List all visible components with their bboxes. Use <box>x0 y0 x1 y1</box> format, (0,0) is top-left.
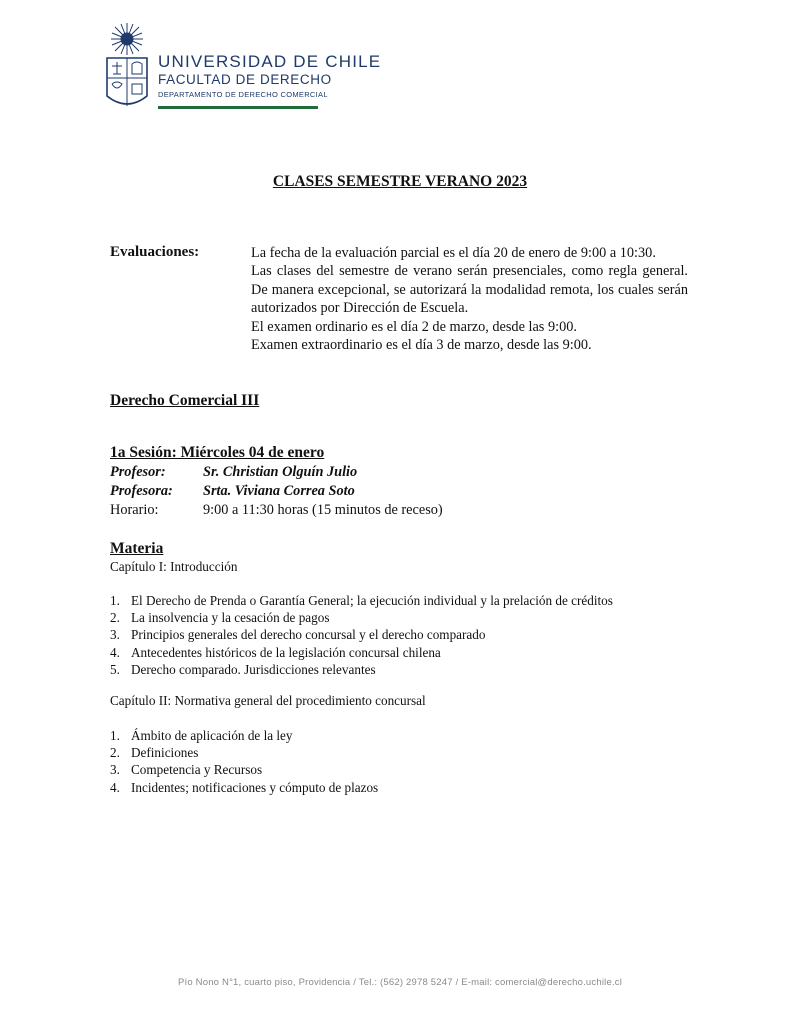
university-seal-logo <box>104 22 150 112</box>
list-item: 4. Antecedentes históricos de la legislación concursal chilena <box>110 644 441 660</box>
profesor-label: Profesor: <box>110 464 166 480</box>
header-divider <box>158 106 318 109</box>
evaluaciones-paragraph: La fecha de la evaluación parcial es el día 20 de enero de 9:00 a 10:30. <box>251 245 656 261</box>
evaluaciones-text <box>251 244 688 354</box>
faculty-name: FACULTAD DE DERECHO <box>158 72 332 87</box>
list-item: 1. Ámbito de aplicación de la ley <box>110 728 293 743</box>
horario-row <box>110 502 443 519</box>
evaluaciones-paragraph: El examen ordinario es el día 2 de marzo, desde las 9:00. <box>251 318 577 335</box>
footer-contact: Pío Nono N°1, cuarto piso, Providencia / Tel.: (562) 2978 5247 / E-mail: comercial@derecho.uchile.cl <box>177 977 623 988</box>
materia-heading: Materia <box>110 540 164 557</box>
list-item: 2. Definiciones <box>110 745 199 761</box>
list-item: 3. Principios generales del derecho concursal y el derecho comparado <box>110 627 486 643</box>
university-name: UNIVERSIDAD DE CHILE <box>158 52 382 71</box>
list-item: 1. El Derecho de Prenda o Garantía General; la ejecución individual y la prelación de créditos <box>110 593 613 608</box>
session-heading: 1a Sesión: Miércoles 04 de enero <box>110 444 325 461</box>
chapter-1-title: Capítulo I: Introducción <box>110 559 238 574</box>
evaluaciones-paragraph: Examen extraordinario es el día 3 de marzo, desde las 9:00. <box>251 337 592 354</box>
evaluaciones-paragraph: Las clases del semestre de verano serán presenciales, como regla general. De manera excepcional, se autorizará la modalidad remota, los cuales serán autorizados por Dirección de Escuela. <box>251 263 688 317</box>
evaluaciones-label: Evaluaciones: <box>110 244 200 260</box>
list-item: 3. Competencia y Recursos <box>110 762 263 778</box>
list-item: 4. Incidentes; notificaciones y cómputo de plazos <box>110 779 379 795</box>
list-item: 5. Derecho comparado. Jurisdicciones relevantes <box>110 661 376 677</box>
chapter-2-title: Capítulo II: Normativa general del procedimiento concursal <box>110 693 426 708</box>
course-title: Derecho Comercial III <box>110 392 260 409</box>
document-title: CLASES SEMESTRE VERANO 2023 <box>272 173 528 190</box>
chapter-1-list <box>110 592 613 678</box>
list-item: 2. La insolvencia y la cesación de pagos <box>110 610 330 626</box>
chapter-2-list <box>110 727 378 796</box>
profesor-name: Sr. Christian Olguín Julio <box>203 464 358 480</box>
horario-value: 9:00 a 11:30 horas (15 minutos de receso) <box>203 502 443 518</box>
profesor-row <box>110 464 357 481</box>
profesora-label: Profesora: <box>110 483 173 499</box>
department-name: DEPARTAMENTO DE DERECHO COMERCIAL <box>158 90 328 99</box>
profesora-row <box>110 483 355 500</box>
profesora-name: Srta. Viviana Correa Soto <box>203 483 355 499</box>
horario-label: Horario: <box>110 502 159 518</box>
